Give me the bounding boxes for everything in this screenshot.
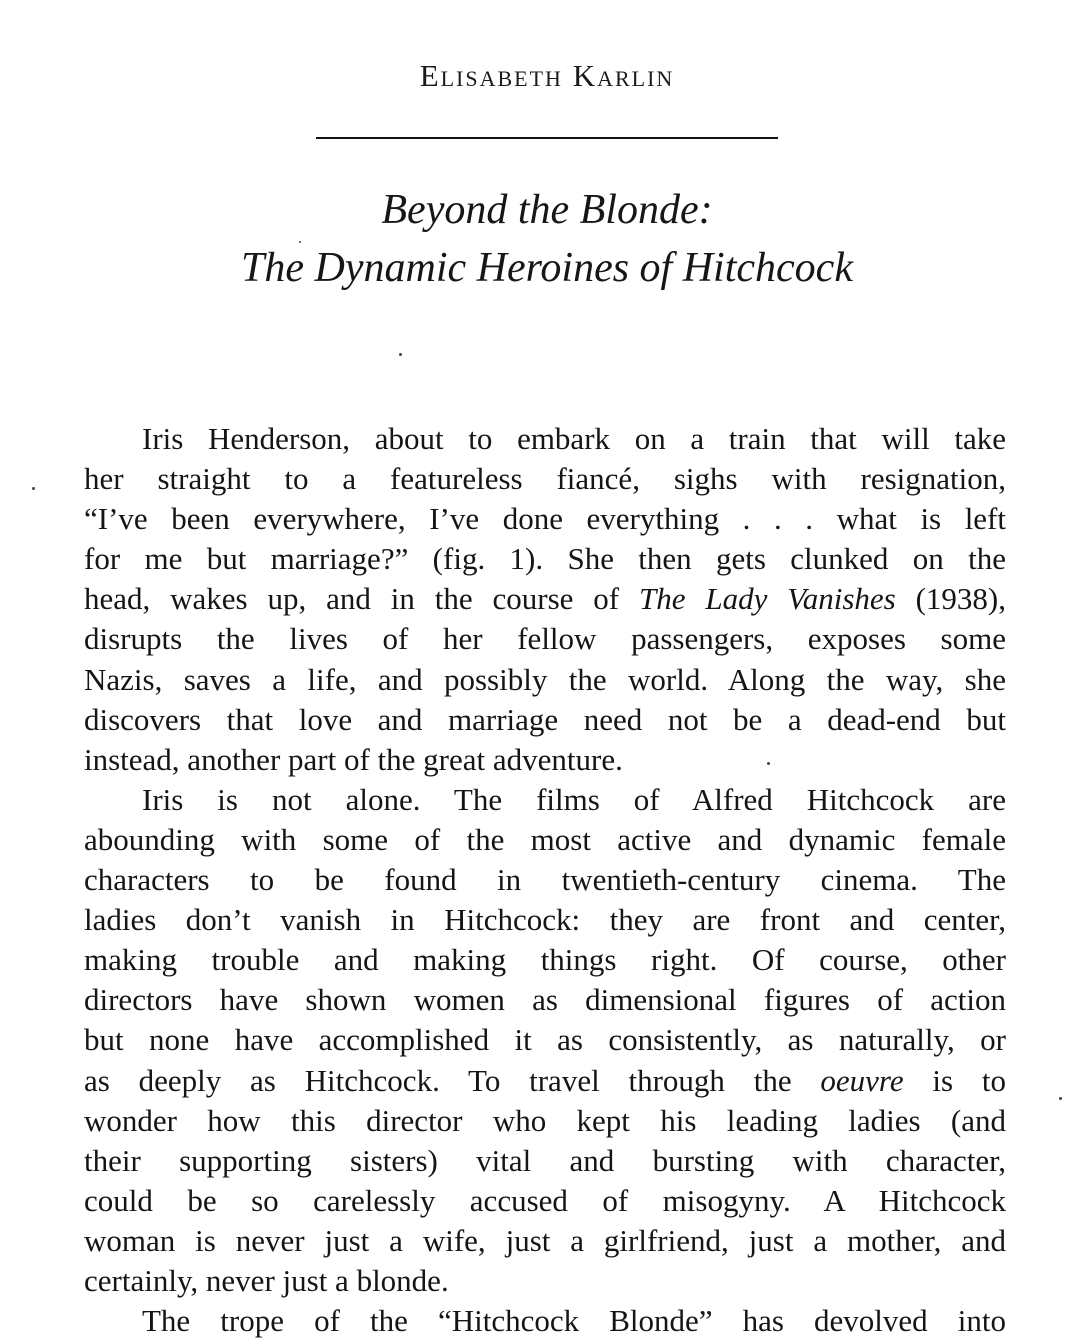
header-rule [316, 137, 778, 139]
body-line: as deeply as Hitchcock. To travel through the oeuvre is to [84, 1062, 1006, 1098]
italic-phrase: oeuvre [820, 1062, 904, 1098]
running-header-author: Elisabeth Karlin [419, 58, 675, 93]
body-line: Iris is not alone. The films of Alfred Hitchcock are [142, 781, 1006, 817]
body-text [84, 419, 1006, 1339]
body-line: her straight to a featureless fiancé, sighs with resignation, [84, 461, 1006, 497]
body-line: directors have shown women as dimensional figures of action [84, 982, 1006, 1018]
chapter-title-line-1: Beyond the Blonde: [381, 187, 713, 233]
scan-speck [1059, 1097, 1062, 1100]
body-line: instead, another part of the great adventure. [84, 741, 623, 777]
chapter-title [0, 181, 1080, 297]
italic-phrase: The Lady Vanishes [638, 581, 896, 617]
scan-speck [767, 762, 770, 765]
scan-speck [399, 353, 402, 356]
chapter-title-line-2: The Dynamic Heroines of Hitchcock [241, 245, 853, 291]
body-line: but none have accomplished it as consistently, as naturally, or [84, 1022, 1006, 1058]
body-line: wonder how this director who kept his leading ladies (and [84, 1102, 1006, 1138]
body-line: head, wakes up, and in the course of The Lady Vanishes (1938), [84, 581, 1006, 617]
body-line: making trouble and making things right. Of course, other [84, 942, 1006, 978]
body-line: discovers that love and marriage need not be a dead-end but [84, 701, 1006, 737]
body-line: abounding with some of the most active and dynamic female [84, 821, 1006, 857]
body-line: could be so carelessly accused of misogyny. A Hitchcock [84, 1182, 1006, 1218]
scan-speck [32, 487, 35, 490]
body-line: Iris Henderson, about to embark on a train that will take [142, 421, 1006, 456]
body-line: disrupts the lives of her fellow passengers, exposes some [84, 621, 1006, 657]
body-line: for me but marriage?” (fig. 1). She then gets clunked on the [84, 541, 1006, 577]
body-line: certainly, never just a blonde. [84, 1262, 449, 1298]
scan-speck [299, 241, 301, 243]
body-line: woman is never just a wife, just a girlfriend, just a mother, and [84, 1222, 1006, 1258]
body-line: their supporting sisters) vital and bursting with character, [84, 1142, 1006, 1178]
body-line: The trope of the “Hitchcock Blonde” has devolved into [142, 1303, 1006, 1339]
body-line: characters to be found in twentieth-century cinema. The [84, 862, 1006, 898]
body-line: Nazis, saves a life, and possibly the world. Along the way, she [84, 661, 1006, 697]
body-line: “I’ve been everywhere, I’ve done everything . . . what is left [84, 501, 1006, 537]
body-line: ladies don’t vanish in Hitchcock: they are front and center, [84, 902, 1006, 938]
